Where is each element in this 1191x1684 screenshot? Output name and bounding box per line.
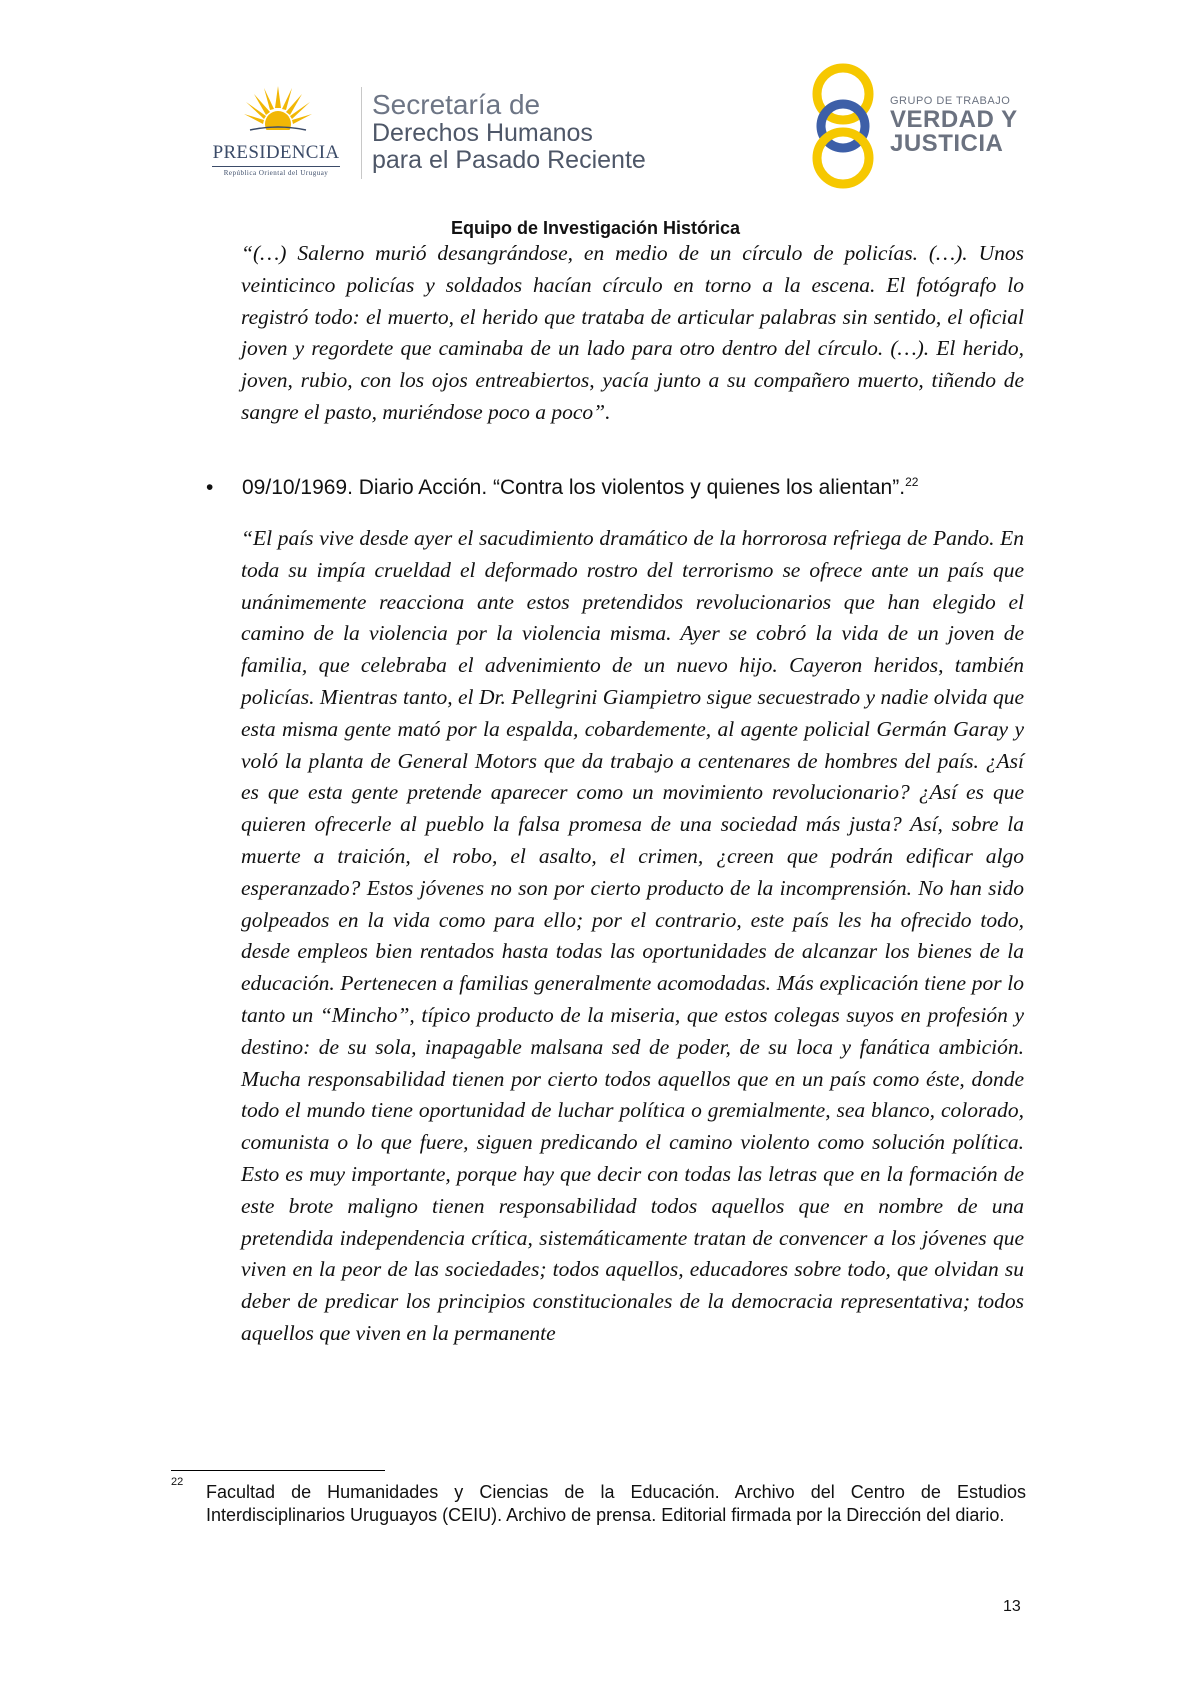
grupo-line-3: JUSTICIA	[890, 130, 1004, 157]
team-heading: Equipo de Investigación Histórica	[450, 218, 741, 238]
presidencia-rule	[212, 166, 340, 167]
bullet-marker: •	[206, 476, 214, 499]
page-number: 13	[1003, 1598, 1021, 1615]
secretaria-line-1: Secretaría de	[372, 89, 541, 120]
secretaria-title	[372, 90, 646, 174]
grupo-line-2: VERDAD Y	[890, 106, 1018, 133]
rings-icon	[807, 62, 887, 190]
presidencia-subtitle: República Oriental del Uruguay	[223, 169, 329, 177]
footnote-text: Facultad de Humanidades y Ciencias de la Educación. Archivo del Centro de Estudios Interdisciplinarios Uruguayos (CEIU). Archivo de prensa. Editorial firmada por la Dirección del diario.	[206, 1482, 1026, 1525]
verdad-justicia-logo	[807, 62, 1027, 190]
footnote-reference[interactable]: 22	[905, 475, 919, 489]
quote-editorial: “El país vive desde ayer el sacudimiento dramático de la horrorosa refriega de Pando. En toda su impía crueldad el deformado rostro del terrorismo se ofrece ante un país que unánimemente reacciona ante estos pretendidos revolucionarios que han elegido el camino de la violencia por la violencia misma. Ayer se cobró la vida de un joven de familia, que celebraba el advenimiento de un nuevo hijo. Cayeron heridos, también policías. Mientras tanto, el Dr. Pellegrini Giampietro sigue secuestrado y nadie olvida que esta misma gente mató por la espalda, cobardemente, al agente policial Germán Garay y voló la planta de General Motors que da trabajo a centenares de hombres del país. ¿Así es que esta gente pretende aparecer como un movimiento revolucionario? ¿Así es que quieren ofrecerle al pueblo la falsa promesa de una sociedad más justa? Así, sobre la muerte a traición, el robo, el asalto, el crimen, ¿creen que podrán edificar algo esperanzado? Estos jóvenes no son por cierto producto de la incomprensión. No han sido golpeados en la vida como para ello; por el contrario, este país les ha ofrecido todo, desde empleos bien rentados hasta todas las oportunidades de alcanzar los bienes de la educación. Pertenecen a familias generalmente acomodadas. Más explicación tiene por lo tanto un “Mincho”, típico producto de la miseria, que estos colegas suyos en profesión y destino: de su sola, inapagable malsana sed de poder, de su loca y fanática ambición. Mucha responsabilidad tienen por cierto todos aquellos que en un país como éste, donde todo el mundo tiene oportunidad de luchar política o gremialmente, sea blanco, colorado, comunista o lo que fuere, siguen predicando el camino violento como solución política. Esto es muy importante, porque hay que decir con todas las letras que en la formación de este brote maligno tienen responsabilidad todos aquellos que en nombre de una pretendida independencia crítica, sistemáticamente tratan de convencer a los jóvenes que viven en la peor de las sociedades; todos aquellos, educadores sobre todo, que olvidan su deber de predicar los principios constitucionales de la democracia representativa; todos aquellos que viven en la permanente	[241, 526, 1024, 1345]
footnote-separator	[171, 1470, 385, 1471]
presidencia-name: PRESIDENCIA	[212, 142, 340, 163]
grupo-line-1: GRUPO DE TRABAJO	[890, 95, 1011, 107]
grupo-text	[890, 94, 1018, 156]
bullet-text: 09/10/1969. Diario Acción. “Contra los violentos y quienes los alientan”.	[242, 476, 906, 499]
presidencia-logo	[196, 78, 356, 190]
secretaria-line-3: para el Pasado Reciente	[372, 146, 646, 174]
bullet-text-wrap	[242, 476, 918, 500]
header-divider	[361, 87, 362, 179]
quote-salerno: “(…) Salerno murió desangrándose, en medio de un círculo de policías. (…). Unos veinticinco policías y soldados hacían círculo en torno a la escena. El fotógrafo lo registró todo: el muerto, el herido que trataba de articular palabras sin sentido, el oficial joven y regordete que caminaba de un lado para otro dentro del círculo. (…). El herido, joven, rubio, con los ojos entreabiertos, yacía junto a su compañero muerto, tiñendo de sangre el pasto, muriéndose poco a poco”.	[241, 241, 1024, 424]
secretaria-line-2: Derechos Humanos	[372, 119, 593, 147]
footnote-number: 22	[171, 1476, 184, 1488]
